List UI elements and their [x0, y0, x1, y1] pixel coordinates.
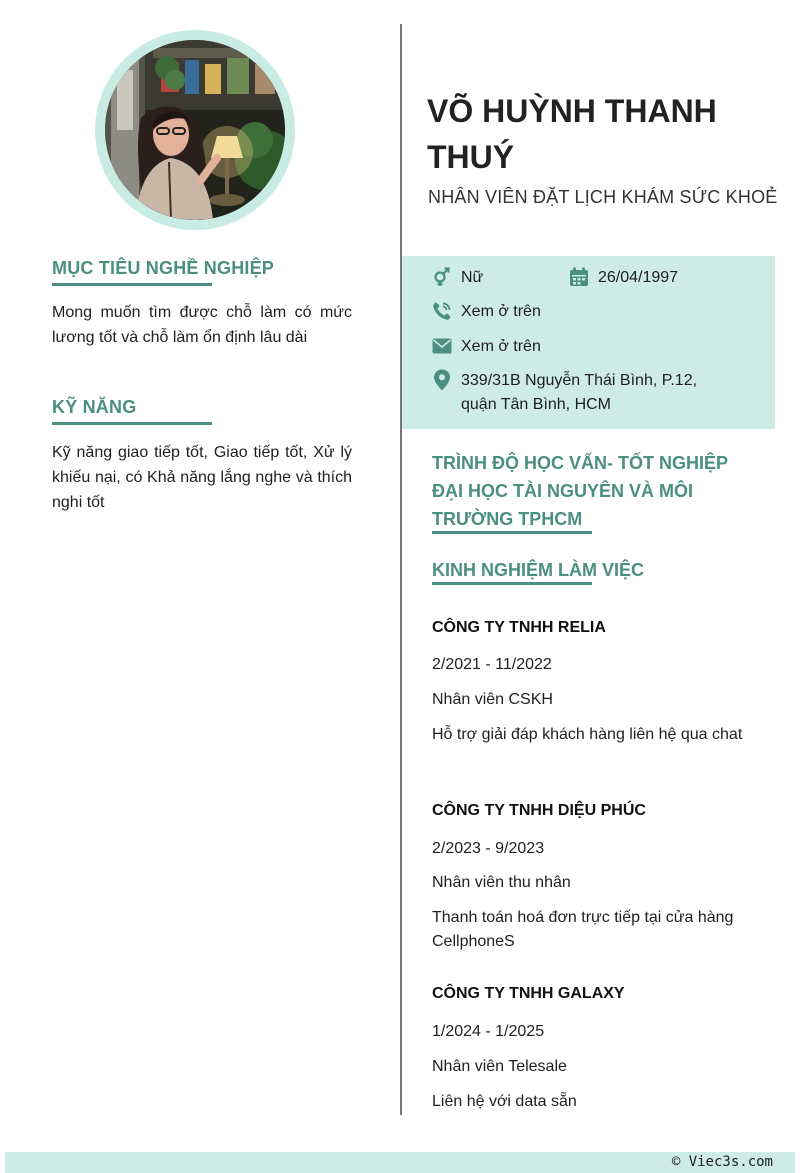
- contact-gender: [431, 266, 483, 290]
- job-period: 1/2024 - 1/2025: [432, 1023, 545, 1040]
- job-company: CÔNG TY TNHH GALAXY: [432, 985, 625, 1002]
- calendar-icon: [568, 266, 590, 288]
- phone-icon: [431, 300, 453, 322]
- gender-value: Nữ: [461, 269, 484, 286]
- footer-watermark: © Viec3s.com: [671, 1154, 773, 1170]
- job-description: Thanh toán hoá đơn trực tiếp tại cửa hàng CellphoneS: [432, 909, 734, 950]
- map-pin-icon: [431, 369, 453, 391]
- job-description: Liên hệ với data sẵn: [432, 1093, 577, 1110]
- objective-underline: [52, 283, 212, 286]
- job-period: 2/2021 - 11/2022: [432, 656, 552, 673]
- birthday-value: 26/04/1997: [598, 269, 679, 286]
- envelope-icon: [431, 335, 453, 357]
- job-description: Hỗ trợ giải đáp khách hàng liên hệ qua chat: [432, 726, 743, 743]
- education-underline: [432, 531, 592, 534]
- skills-text: Kỹ năng giao tiếp tốt, Giao tiếp tốt, Xử lý khiếu nại, có Khả năng lắng nghe và thích nghi tốt: [52, 444, 352, 511]
- job-company: CÔNG TY TNHH RELIA: [432, 619, 606, 636]
- experience-underline: [432, 582, 592, 585]
- phone-value: Xem ở trên: [461, 303, 541, 320]
- contact-email: [431, 335, 541, 359]
- contact-birthday: [568, 266, 678, 290]
- job-company: CÔNG TY TNHH DIỆU PHÚC: [432, 802, 646, 819]
- job-role: Nhân viên Telesale: [432, 1058, 567, 1075]
- address-value: 339/31B Nguyễn Thái Bình, P.12, quận Tân Bình, HCM: [461, 372, 698, 413]
- column-divider: [400, 24, 402, 1115]
- candidate-name: VÕ HUỲNH THANH THUÝ: [427, 93, 717, 175]
- job-role: Nhân viên thu nhân: [432, 874, 571, 891]
- email-value: Xem ở trên: [461, 338, 541, 355]
- contact-phone: [431, 300, 541, 324]
- contact-address: [431, 369, 731, 417]
- gender-icon: [431, 266, 453, 288]
- job-period: 2/2023 - 9/2023: [432, 840, 545, 857]
- education-title: TRÌNH ĐỘ HỌC VẤN- TỐT NGHIỆP ĐẠI HỌC TÀI NGUYÊN VÀ MÔI TRƯỜNG TPHCM: [432, 453, 728, 529]
- contact-info-panel: [402, 256, 775, 429]
- footer-bar: [5, 1152, 795, 1173]
- job-role: Nhân viên CSKH: [432, 691, 553, 708]
- skills-underline: [52, 422, 212, 425]
- objective-title: MỤC TIÊU NGHỀ NGHIỆP: [52, 258, 275, 278]
- objective-text: Mong muốn tìm được chỗ làm có mức lương tốt và chỗ làm ổn định lâu dài: [52, 304, 352, 346]
- avatar-frame: [95, 30, 295, 230]
- skills-title: KỸ NĂNG: [52, 397, 137, 417]
- avatar: [105, 40, 285, 220]
- job-position: NHÂN VIÊN ĐẶT LỊCH KHÁM SỨC KHOẺ: [428, 187, 778, 207]
- experience-title: KINH NGHIỆM LÀM VIỆC: [432, 560, 645, 580]
